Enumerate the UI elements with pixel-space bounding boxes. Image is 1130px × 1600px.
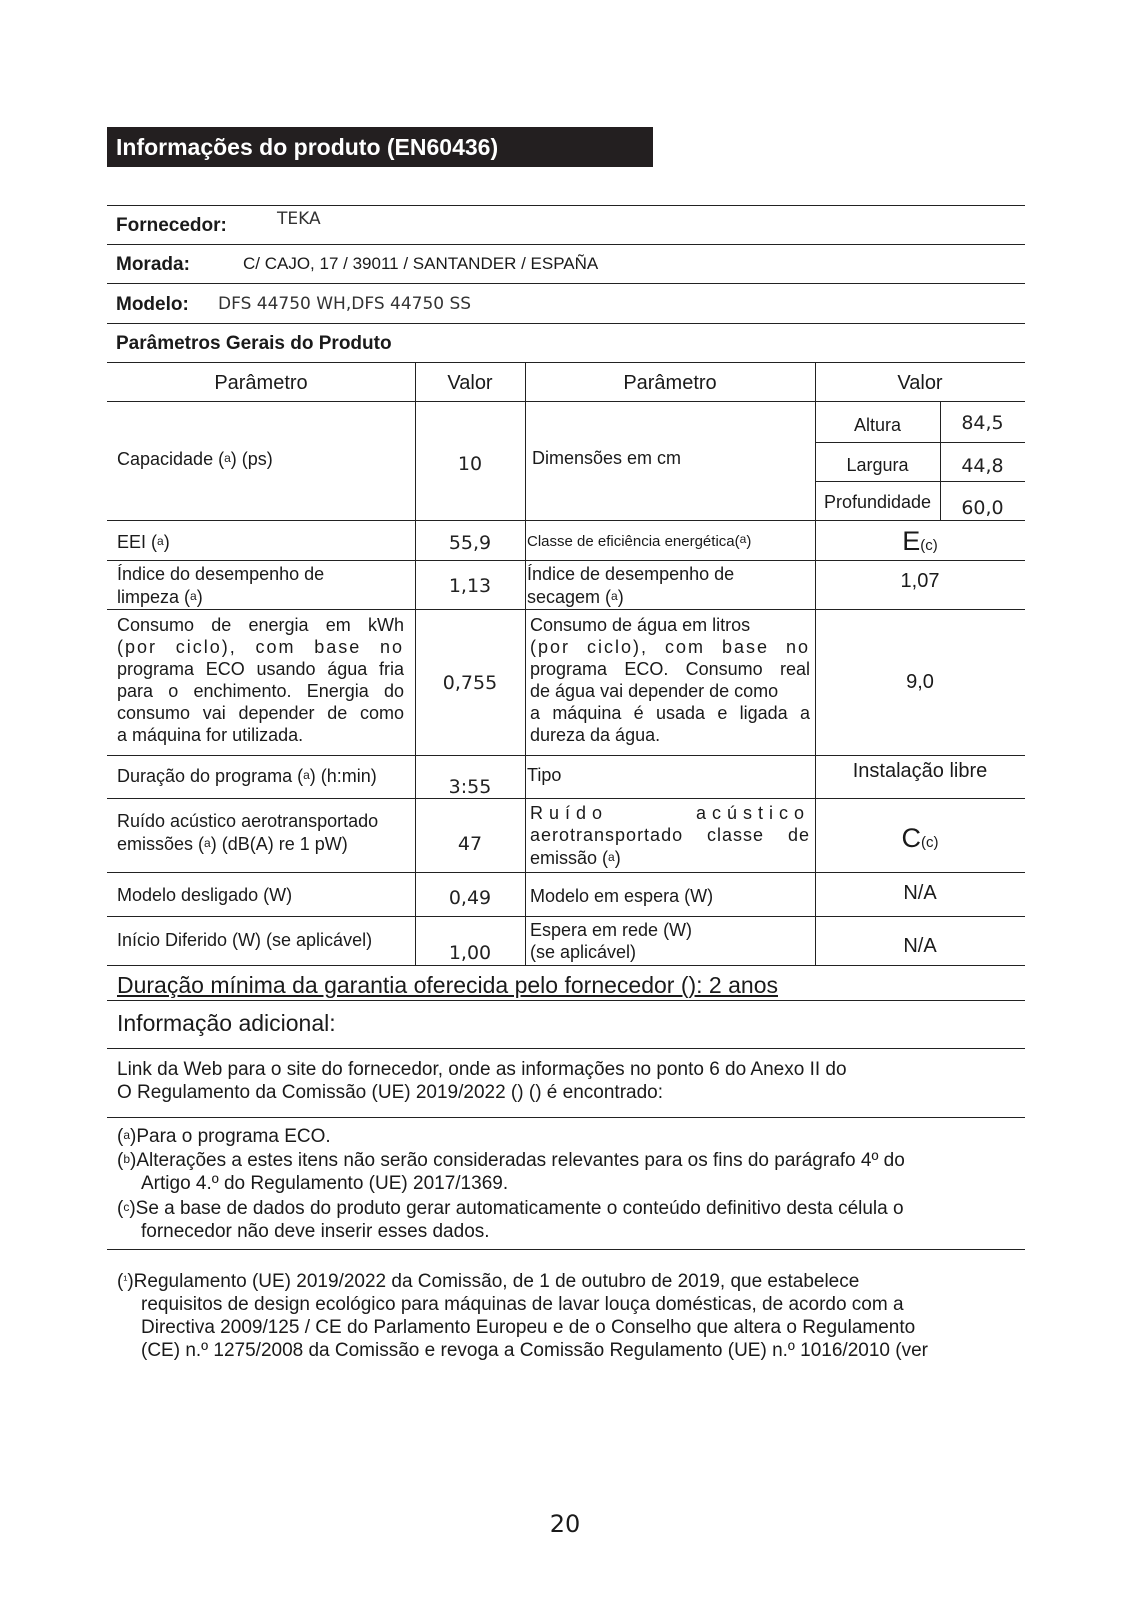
note-a: ($^a$)Para o programa ECO. [117, 1126, 331, 1147]
rede-label: Espera em rede (W) (se aplicável) [530, 920, 693, 962]
ruido-label: Ruído acústico aerotransportado emissões ($^a$) (dB(A) re 1 pW) [117, 811, 379, 854]
tipo-value: Instalação libre [852, 760, 988, 782]
eei-value: 55,9 [448, 532, 492, 554]
fornecedor-value: TEKA [277, 209, 321, 229]
classe-value: E(c) [902, 526, 938, 556]
header-valor-1: Valor [447, 372, 493, 394]
divider [107, 1117, 1025, 1118]
divider [107, 244, 1025, 245]
divider [107, 205, 1025, 206]
desligado-value: 0,49 [448, 887, 492, 909]
header-parametro-1: Parâmetro [214, 372, 308, 394]
header-parametro-2: Parâmetro [623, 372, 717, 394]
morada-label: Morada: [116, 254, 190, 275]
limpeza-value: 1,13 [448, 575, 492, 597]
espera-label: Modelo em espera (W) [530, 886, 714, 906]
limpeza-label: Índice do desempenho de limpeza ($^a$) [117, 564, 325, 607]
page-number: 20 [549, 1510, 581, 1538]
desligado-label: Modelo desligado (W) [117, 885, 293, 905]
ruido-value: 47 [457, 833, 483, 855]
profundidade-value: 60,0 [961, 497, 1004, 519]
classe-label: Classe de eficiência energética($^a$) [527, 532, 752, 550]
largura-label: Largura [846, 455, 909, 475]
diferido-value: 1,00 [448, 942, 492, 964]
modelo-label: Modelo: [116, 294, 189, 315]
secagem-label: Índice de desempenho de secagem ($^a$) [527, 564, 735, 607]
duracao-label: Duração do programa ($^a$) (h:min) [117, 766, 377, 786]
duracao-value: 3:55 [448, 776, 492, 798]
info-adicional-heading: Informação adicional: [117, 1010, 336, 1036]
page-title: Informações do produto (EN60436) [107, 127, 653, 167]
eei-label: EEI ($^a$) [117, 532, 170, 552]
divider [107, 283, 1025, 284]
altura-label: Altura [853, 415, 902, 435]
capacidade-value: 10 [457, 453, 483, 475]
agua-value: 9,0 [906, 671, 934, 693]
morada-value: C/ CAJO, 17 / 39011 / SANTANDER / ESPAÑA [243, 254, 599, 273]
section-title: Parâmetros Gerais do Produto [116, 333, 392, 354]
header-valor-2: Valor [897, 372, 943, 394]
dimensoes-label: Dimensões em cm [532, 448, 682, 468]
note-c: ($^c$)Se a base de dados do produto gerar automaticamente o conteúdo definitivo desta célula o fornecedor não deve inserir esses dados. [117, 1198, 904, 1242]
espera-value: N/A [903, 882, 937, 904]
profundidade-label: Profundidade [823, 492, 932, 512]
garantia-text: Duração mínima da garantia oferecida pelo fornecedor (): 2 anos [117, 972, 778, 998]
capacidade-label: Capacidade ($^a$) (ps) [117, 449, 273, 469]
modelo-value: DFS 44750 WH,DFS 44750 SS [218, 294, 472, 314]
energia-value: 0,755 [442, 672, 498, 694]
divider [107, 1249, 1025, 1250]
tipo-label: Tipo [527, 765, 562, 785]
note-b: ($^b$)Alterações a estes itens não serão consideradas relevantes para os fins do parágrafo 4º do Artigo 4.º do Regulamento (UE) 2017/1369. [117, 1150, 905, 1194]
ruido-classe-value: C(c) [901, 823, 939, 853]
fornecedor-label: Fornecedor: [116, 215, 227, 236]
rede-value: N/A [903, 935, 937, 957]
divider [107, 323, 1025, 324]
altura-value: 84,5 [961, 412, 1004, 434]
divider [107, 1048, 1025, 1049]
energia-label: Consumo de energia em kWh (por ciclo), com base no programa ECO usando água fria para o enchimento. Energia do consumo vai depender de como a máquina for utilizada. [117, 615, 404, 745]
secagem-value: 1,07 [900, 570, 940, 592]
footnote: ($^{^1}$)Regulamento (UE) 2019/2022 da Comissão, de 1 de outubro de 2019, que estabelece requisitos de design ecológico para máquinas de lavar louça domésticas, de acordo com a Directiva 2009/125 / CE do Parlamento Europeu e de o Conselho que altera o Regulamento (CE) n.º 1275/2008 da Comissão e revoga a Comissão Regulamento (UE) n.º 1016/2010 (ver [117, 1271, 928, 1361]
link-text: Link da Web para o site do fornecedor, onde as informações no ponto 6 do Anexo II do O Regulamento da Comissão (UE) 2019/2022 () () é encontrado: [117, 1059, 847, 1103]
divider [107, 1000, 1025, 1001]
agua-label: Consumo de água em litros (por ciclo), com base no programa ECO. Consumo real de água vai depender de como a máquina é usada e ligada a dureza da água. [530, 615, 810, 745]
diferido-label: Início Diferido (W) (se aplicável) [117, 930, 373, 950]
ruido-classe-label: Ruído acústico aerotransportado classe de emissão ($^a$) [530, 803, 810, 868]
largura-value: 44,8 [961, 455, 1004, 477]
